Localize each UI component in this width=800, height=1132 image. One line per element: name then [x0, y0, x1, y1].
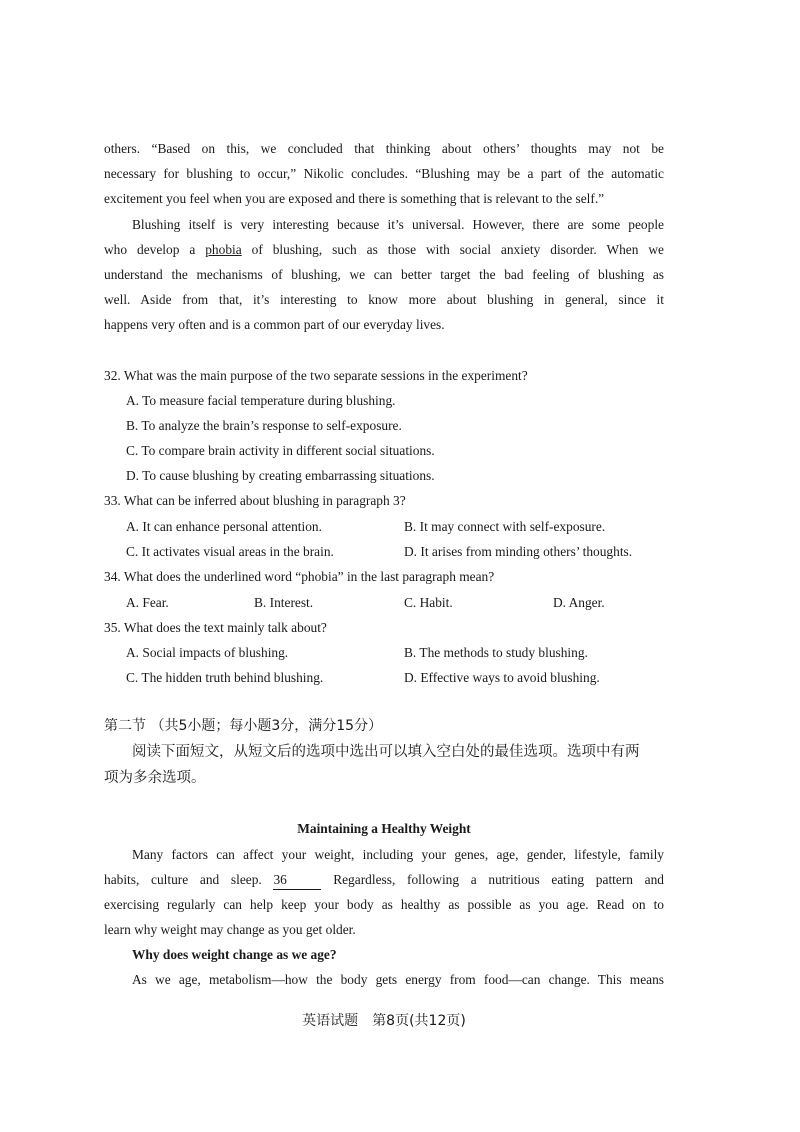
text-fragment: of blushing, such as those with social anxiety disorder. When we [241, 242, 664, 257]
question-35-option-b: B. The methods to study blushing. [404, 645, 588, 660]
passage-paragraph-2 [104, 212, 664, 337]
passage-line: well. Aside from that, it’s interesting to know more about blushing in general, since it [104, 292, 664, 307]
section-2-heading: 第二节 （共5小题；每小题3分，满分15分） [104, 718, 383, 734]
passage-line: excitement you feel when you are exposed and there is something that is relevant to the self.” [104, 191, 605, 206]
question-35-option-a: A. Social impacts of blushing. [126, 645, 289, 660]
question-32-option-d: D. To cause blushing by creating embarrassing situations. [126, 468, 435, 483]
question-32-option-c: C. To compare brain activity in different social situations. [126, 443, 435, 458]
passage-line: others. “Based on this, we concluded that thinking about others’ thoughts may not be [104, 141, 664, 156]
article-subheading: Why does weight change as we age? [132, 947, 337, 962]
article-title: Maintaining a Healthy Weight [297, 821, 471, 836]
article-line: exercising regularly can help keep your body as healthy as possible as you age. Read on to [104, 897, 664, 912]
question-33-option-c: C. It activates visual areas in the brain. [126, 544, 334, 559]
text-fragment: who develop a [104, 242, 206, 257]
passage-paragraph-1 [104, 136, 664, 211]
passage-line: Blushing itself is very interesting because it’s universal. However, there are some people [132, 217, 664, 232]
question-35-option-c: C. The hidden truth behind blushing. [126, 670, 324, 685]
passage-line: understand the mechanisms of blushing, we can better target the bad feeling of blushing as [104, 267, 664, 282]
section-2-instruction: 项为多余选项。 [104, 770, 206, 786]
article-line: As we age, metabolism—how the body gets energy from food—can change. This means [132, 972, 664, 987]
article-line [104, 867, 664, 892]
question-32-stem: 32. What was the main purpose of the two separate sessions in the experiment? [104, 368, 528, 383]
question-35-option-d: D. Effective ways to avoid blushing. [404, 670, 600, 685]
article-line: Many factors can affect your weight, including your genes, age, gender, lifestyle, family [132, 847, 664, 862]
question-32-option-a: A. To measure facial temperature during blushing. [126, 393, 396, 408]
text-fragment: Regardless, following a nutritious eating pattern and [333, 872, 665, 887]
passage-line: necessary for blushing to occur,” Nikolic concludes. “Blushing may be a part of the automatic [104, 166, 664, 181]
question-35-stem: 35. What does the text mainly talk about? [104, 620, 327, 635]
blank-36: 36 [273, 871, 321, 890]
question-34-stem: 34. What does the underlined word “phobia” in the last paragraph mean? [104, 569, 495, 584]
section-2-instruction: 阅读下面短文，从短文后的选项中选出可以填入空白处的最佳选项。选项中有两 [132, 744, 640, 760]
question-33-option-b: B. It may connect with self-exposure. [404, 519, 606, 534]
text-fragment: habits, culture and sleep. [104, 872, 262, 887]
article-paragraph-1 [104, 842, 664, 992]
passage-line: happens very often and is a common part of our everyday lives. [104, 317, 445, 332]
article-line: learn why weight may change as you get older. [104, 922, 356, 937]
page-footer: 英语试题 第8页(共12页) [302, 1013, 466, 1029]
passage-line [104, 237, 664, 262]
question-33-stem: 33. What can be inferred about blushing in paragraph 3? [104, 493, 406, 508]
underlined-word-phobia: phobia [205, 242, 242, 257]
question-34-option-c: C. Habit. [404, 595, 453, 610]
question-32-option-b: B. To analyze the brain’s response to self-exposure. [126, 418, 402, 433]
question-33-option-a: A. It can enhance personal attention. [126, 519, 322, 534]
question-34-option-a: A. Fear. [126, 595, 169, 610]
question-34-option-d: D. Anger. [553, 595, 605, 610]
question-34-option-b: B. Interest. [254, 595, 314, 610]
question-33-option-d: D. It arises from minding others’ thoughts. [404, 544, 633, 559]
